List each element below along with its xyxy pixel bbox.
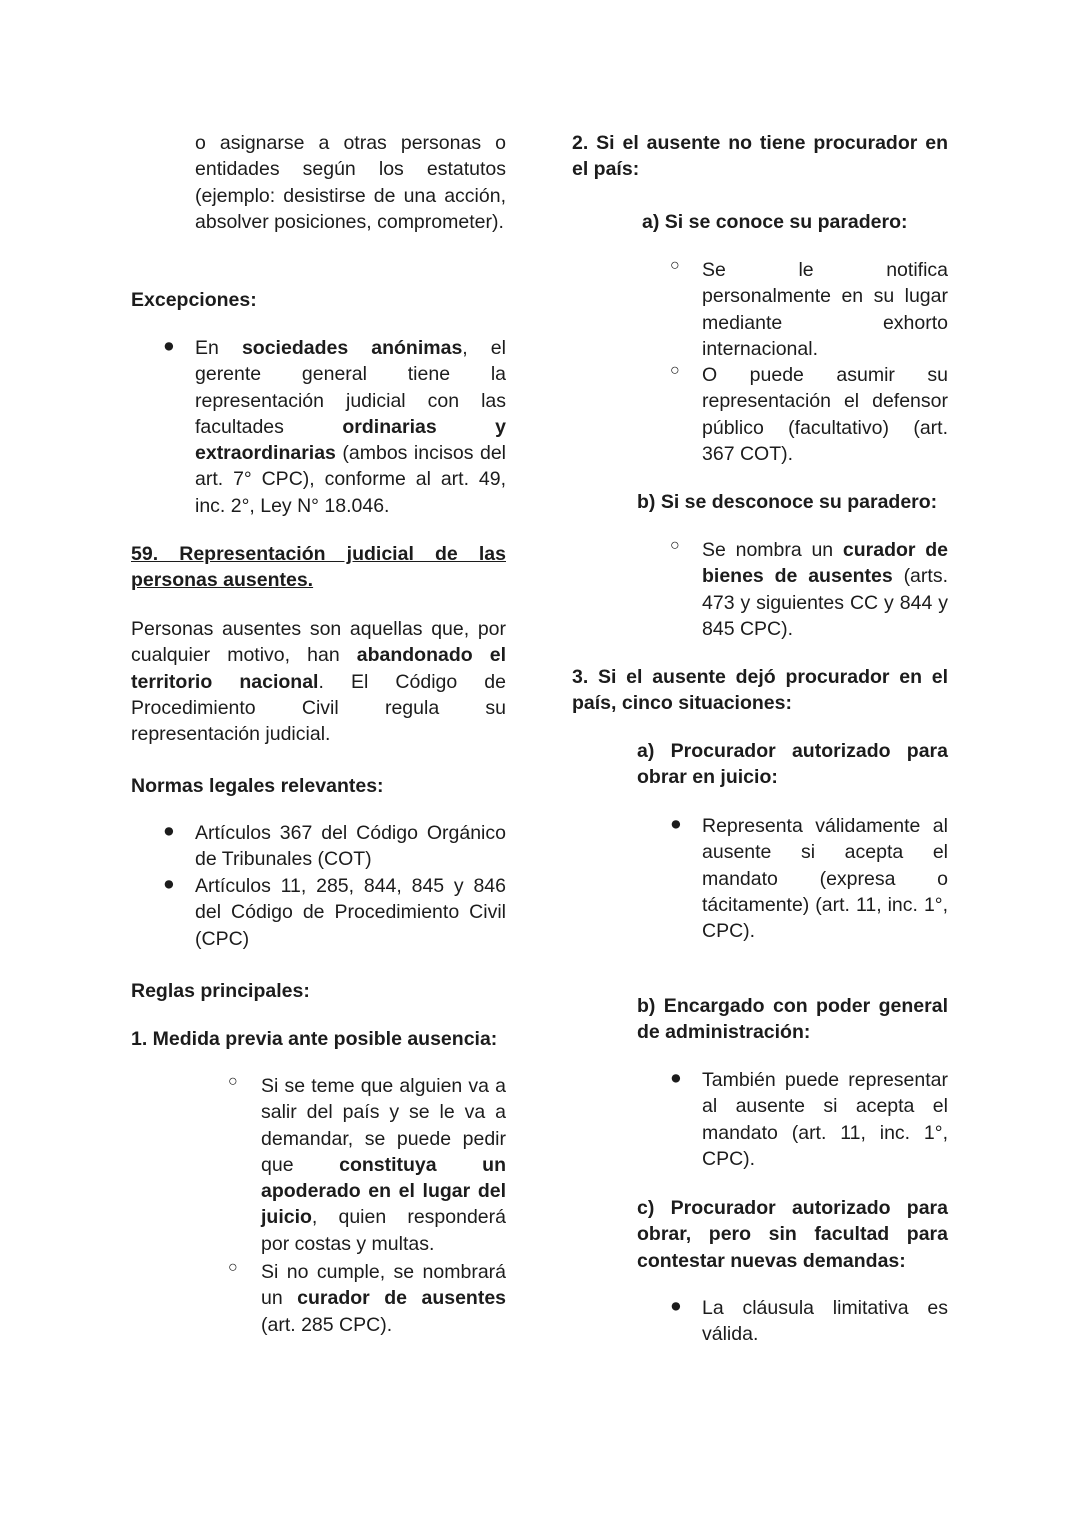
text: (art. 285 CPC). <box>261 1313 393 1336</box>
text: (arts. 473 y siguientes CC y 844 y 845 CPC). <box>702 565 948 640</box>
intro-paragraph <box>131 616 506 747</box>
regla2a-item: Se le notifica personalmente en su lugar mediante exhorto internacional. <box>702 259 948 360</box>
regla3b-heading: b) Encargado con poder general de administración: <box>637 995 948 1044</box>
hollow-bullet-icon: ○ <box>670 257 680 274</box>
normas-heading: Normas legales relevantes: <box>131 775 384 797</box>
reglas-heading: Reglas principales: <box>131 980 310 1002</box>
bold-text: curador de ausentes <box>297 1287 507 1310</box>
filled-bullet-icon: ● <box>670 1067 682 1089</box>
regla2-heading: 2. Si el ausente no tiene procurador en el país: <box>572 132 948 181</box>
continuation-text <box>195 130 506 235</box>
regla2b-heading: b) Si se desconoce su paradero: <box>637 491 938 513</box>
regla1-item <box>261 1259 506 1338</box>
section-title: 59. Representación judicial de las personas ausentes. <box>131 543 506 592</box>
bold-text: abandonado el territorio nacional <box>131 644 506 693</box>
text: , el gerente general tiene la representación judicial con las facultades <box>195 337 506 438</box>
bold-text: curador de bienes de ausentes <box>702 539 948 588</box>
text: . El Código de Procedimiento Civil regula su representación judicial. <box>131 670 507 746</box>
filled-bullet-icon: ● <box>163 820 175 842</box>
regla3b-item: También puede representar al ausente si acepta el mandato (art. 11, inc. 1°, CPC). <box>702 1069 948 1170</box>
excepciones-heading: Excepciones: <box>131 289 257 311</box>
regla1-heading: 1. Medida previa ante posible ausencia: <box>131 1028 498 1050</box>
text: Si no cumple, se nombrará un <box>261 1261 506 1310</box>
filled-bullet-icon: ● <box>163 335 175 357</box>
normas-item: Artículos 367 del Código Orgánico de Tribunales (COT) <box>195 822 506 871</box>
regla2a-heading: a) Si se conoce su paradero: <box>642 211 908 233</box>
continuation-span: o asignarse a otras personas o entidades según los estatutos (ejemplo: desistirse de una acción, absolver posiciones, comprometer). <box>195 132 506 233</box>
text: Se nombra un <box>702 539 843 561</box>
text: , quien responderá por costas y multas. <box>261 1206 506 1255</box>
normas-item: Artículos 11, 285, 844, 845 y 846 del Código de Procedimiento Civil (CPC) <box>195 875 506 950</box>
filled-bullet-icon: ● <box>163 873 175 895</box>
hollow-bullet-icon: ○ <box>670 537 680 554</box>
regla2a-item: O puede asumir su representación el defensor público (facultativo) (art. 367 COT). <box>702 364 948 465</box>
excepciones-item <box>195 335 506 519</box>
regla3c-heading: c) Procurador autorizado para obrar, pero sin facultad para contestar nuevas demandas: <box>637 1197 948 1272</box>
bold-text: ordinarias y extraordinarias <box>195 415 507 465</box>
filled-bullet-icon: ● <box>670 1295 682 1317</box>
bold-text: sociedades anónimas <box>241 337 463 359</box>
hollow-bullet-icon: ○ <box>228 1073 238 1090</box>
regla1-item <box>261 1073 506 1257</box>
regla3a-item: Representa válidamente al ausente si acepta el mandato (expresa o tácitamente) (art. 11, inc. 1°, CPC). <box>702 815 948 943</box>
regla2b-item <box>702 537 948 642</box>
filled-bullet-icon: ● <box>670 813 682 835</box>
hollow-bullet-icon: ○ <box>670 362 680 379</box>
regla3-heading: 3. Si el ausente dejó procurador en el país, cinco situaciones: <box>572 666 948 715</box>
text: (ambos incisos del art. 7° CPC), conforme al art. 49, inc. 2°, Ley N° 18.046. <box>195 442 506 517</box>
text: Personas ausentes son aquellas que, por cualquier motivo, han <box>131 618 506 667</box>
text: Si se teme que alguien va a salir del país y se le va a demandar, se puede pedir que <box>261 1075 506 1176</box>
hollow-bullet-icon: ○ <box>228 1259 238 1276</box>
regla3c-item: La cláusula limitativa es válida. <box>702 1297 948 1346</box>
regla3a-heading: a) Procurador autorizado para obrar en juicio: <box>637 740 948 789</box>
bold-text: constituya un apoderado en el lugar del juicio <box>261 1153 506 1229</box>
text: En <box>195 337 242 359</box>
